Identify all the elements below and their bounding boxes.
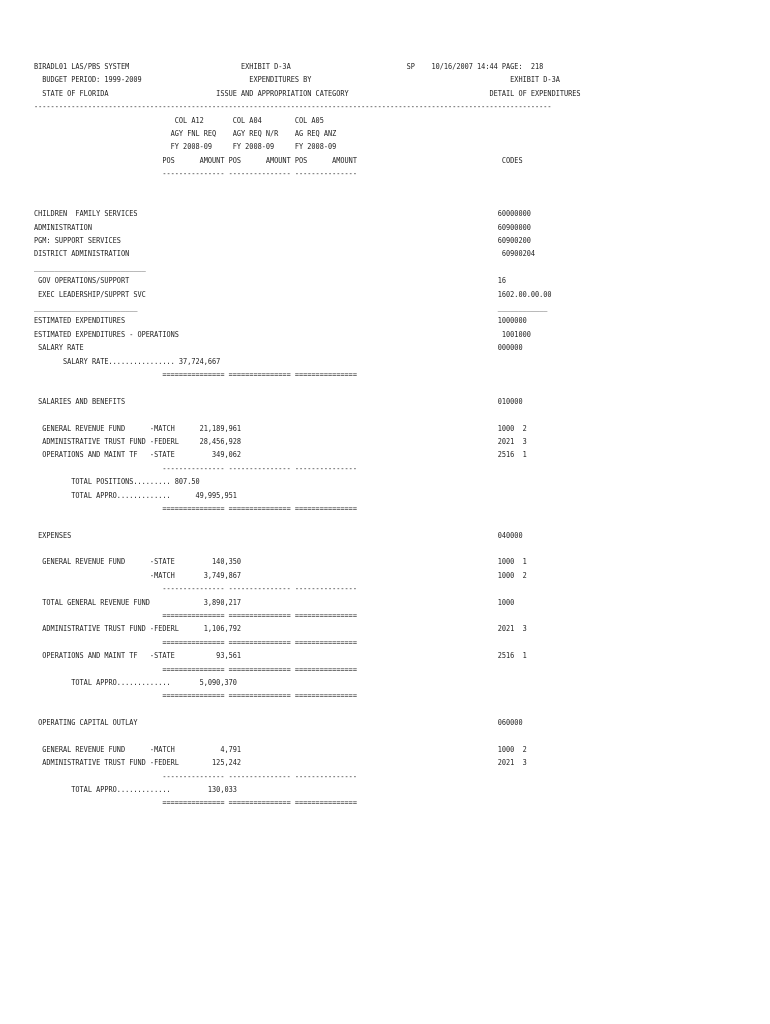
report-line <box>34 730 581 743</box>
report-line: ADMINISTRATIVE TRUST FUND -FEDERL 125,242 2021 3 <box>34 757 527 768</box>
report-line: BIRADL01 LAS/PBS SYSTEM EXHIBIT D-3A SP 10/16/2007 14:44 PAGE: 218 <box>34 61 544 71</box>
report-line: DISTRICT ADMINISTRATION 60900204 <box>34 248 536 259</box>
report-line: -MATCH 3,749,867 1000 2 <box>34 569 527 580</box>
report-line: STATE OF FLORIDA ISSUE AND APPROPRIATION CATEGORY DETAIL OF EXPENDITURES <box>34 87 581 98</box>
report-line: --------------- --------------- --------------- <box>34 770 357 781</box>
report-line: GENERAL REVENUE FUND -MATCH 4,791 1000 2 <box>34 743 527 754</box>
report-line: --------------- --------------- --------------- <box>34 583 357 594</box>
report-line: =============== =============== =============== <box>34 610 357 621</box>
report-line: =============== =============== =============== <box>34 502 357 513</box>
report-line <box>34 381 581 394</box>
report-line <box>34 181 581 194</box>
report-line: EXEC LEADERSHIP/SUPPRT SVC 1602.00.00.00 <box>34 288 552 299</box>
report-line: SALARY RATE................ 37,724,667 <box>34 355 221 366</box>
report-line: ADMINISTRATION 60900000 <box>34 221 531 232</box>
report-line: TOTAL APPRO............. 130,033 <box>34 784 237 795</box>
report-line: SALARY RATE 000000 <box>34 342 523 353</box>
report-line: OPERATING CAPITAL OUTLAY 060000 <box>34 717 523 728</box>
report-line <box>34 703 581 716</box>
report-line: =============== =============== =============== <box>34 663 357 674</box>
report-line: _________________________ ____________ <box>34 302 548 313</box>
report-line: ___________________________ <box>34 261 146 272</box>
report-line: OPERATIONS AND MAINT TF -STATE 93,561 2516 1 <box>34 650 527 661</box>
report-line: SALARIES AND BENEFITS 010000 <box>34 395 523 406</box>
report-line: COL A12 COL A04 COL A05 <box>34 114 324 125</box>
report-line: ESTIMATED EXPENDITURES 1000000 <box>34 315 527 326</box>
report-line: GENERAL REVENUE FUND -MATCH 21,189,961 1000 2 <box>34 422 527 433</box>
report-line: =============== =============== =============== <box>34 368 357 379</box>
report-line: BUDGET PERIOD: 1999-2009 EXPENDITURES BY EXHIBIT D-3A <box>34 74 560 85</box>
report-page <box>34 60 581 810</box>
report-line: GOV OPERATIONS/SUPPORT 16 <box>34 275 507 286</box>
report-line: ADMINISTRATIVE TRUST FUND -FEDERL 28,456,928 2021 3 <box>34 435 527 446</box>
report-line: ADMINISTRATIVE TRUST FUND -FEDERL 1,106,792 2021 3 <box>34 623 527 634</box>
report-line: PGM: SUPPORT SERVICES 60900200 <box>34 235 531 246</box>
report-line: TOTAL APPRO............. 5,090,370 <box>34 676 237 687</box>
report-line <box>34 408 581 421</box>
report-line: =============== =============== =============== <box>34 797 357 808</box>
report-line: GENERAL REVENUE FUND -STATE 140,350 1000 1 <box>34 556 527 567</box>
report-line: ----------------------------------------------------------------------------------------------------------------------------- <box>34 101 552 112</box>
report-line: --------------- --------------- --------------- <box>34 168 357 179</box>
report-line <box>34 194 581 207</box>
report-line: OPERATIONS AND MAINT TF -STATE 349,062 2516 1 <box>34 449 527 460</box>
report-line: AGY FNL REQ AGY REQ N/R AG REQ ANZ <box>34 127 337 138</box>
report-line: CHILDREN FAMILY SERVICES 60000000 <box>34 208 531 219</box>
report-line: POS AMOUNT POS AMOUNT POS AMOUNT CODES <box>34 154 523 165</box>
report-line <box>34 542 581 555</box>
report-line: --------------- --------------- --------------- <box>34 462 357 473</box>
report-line: EXPENSES 040000 <box>34 529 523 540</box>
report-line: FY 2008-09 FY 2008-09 FY 2008-09 <box>34 141 337 152</box>
report-line <box>34 515 581 528</box>
report-line: =============== =============== =============== <box>34 636 357 647</box>
report-line: =============== =============== =============== <box>34 690 357 701</box>
report-line: ESTIMATED EXPENDITURES - OPERATIONS 1001000 <box>34 328 531 339</box>
report-line: TOTAL GENERAL REVENUE FUND 3,890,217 1000 <box>34 596 515 607</box>
report-line: TOTAL POSITIONS......... 807.50 <box>34 476 200 487</box>
report-line: TOTAL APPRO............. 49,995,951 <box>34 489 237 500</box>
